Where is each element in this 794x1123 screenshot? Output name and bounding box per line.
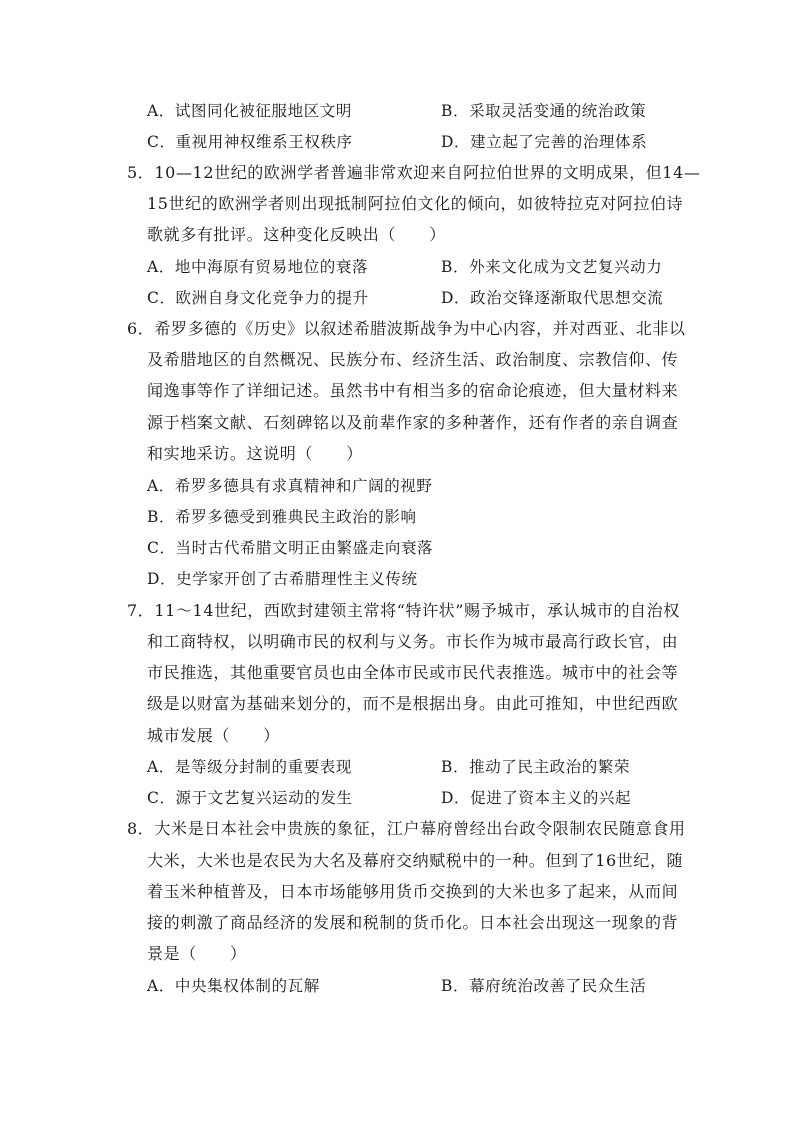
q5-stem-line: 5．10—12世纪的欧洲学者普遍非常欢迎来自阿拉伯世界的文明成果，但14— bbox=[127, 163, 701, 182]
q8-option-b: B．幕府统治改善了民众生活 bbox=[441, 977, 647, 995]
q7-option-c: C．源于文艺复兴运动的发生 bbox=[147, 789, 353, 807]
q8-stem-line: 接的刺激了商品经济的发展和税制的货币化。日本社会出现这一现象的背 bbox=[147, 913, 679, 932]
q-prev-option-a: A．试图同化被征服地区文明 bbox=[147, 102, 352, 120]
q7-stem-line: 7．11～14世纪，西欧封建领主常将“特许状”赐予城市，承认城市的自治权 bbox=[127, 601, 680, 620]
q7-stem-line: 和工商特权，以明确市民的权利与义务。市长作为城市最高行政长官，由 bbox=[147, 632, 679, 651]
q5-stem-line: 歌就多有批评。这种变化反映出（ ） bbox=[147, 225, 446, 244]
q6-stem-line: 闻逸事等作了详细记述。虽然书中有相当多的宿命论痕迹，但大量材料来 bbox=[147, 381, 679, 400]
q6-stem-line: 6．希罗多德的《历史》以叙述希腊波斯战争为中心内容，并对西亚、北非以 bbox=[127, 319, 686, 338]
q-prev-option-b: B．采取灵活变通的统治政策 bbox=[441, 102, 647, 120]
q6-option-d: D．史学家开创了古希腊理性主义传统 bbox=[147, 570, 418, 588]
q6-option-a: A．希罗多德具有求真精神和广阔的视野 bbox=[147, 477, 433, 495]
q8-stem-line: 着玉米种植普及，日本市场能够用货币交换到的大米也多了起来，从而间 bbox=[147, 882, 679, 901]
q7-option-b: B．推动了民主政治的繁荣 bbox=[441, 758, 631, 776]
q8-stem-line: 大米，大米也是农民为大名及幕府交纳赋税中的一种。但到了16世纪，随 bbox=[147, 851, 684, 870]
q8-stem-line: 8．大米是日本社会中贵族的象征，江户幕府曾经出台政令限制农民随意食用 bbox=[127, 819, 686, 838]
q6-stem-line: 及希腊地区的自然概况、民族分布、经济生活、政治制度、宗教信仰、传 bbox=[147, 350, 679, 369]
q7-option-a: A．是等级分封制的重要表现 bbox=[147, 758, 352, 776]
q7-option-d: D．促进了资本主义的兴起 bbox=[441, 789, 632, 807]
q-prev-option-d: D．建立起了完善的治理体系 bbox=[441, 133, 648, 151]
q5-option-b: B．外来文化成为文艺复兴动力 bbox=[441, 258, 663, 276]
q8-option-a: A．中央集权体制的瓦解 bbox=[147, 977, 320, 995]
q5-stem-line: 15世纪的欧洲学者则出现抵制阿拉伯文化的倾向，如彼特拉克对阿拉伯诗 bbox=[147, 194, 684, 213]
q5-option-c: C．欧洲自身文化竞争力的提升 bbox=[147, 289, 369, 307]
q-prev-option-c: C．重视用神权维系王权秩序 bbox=[147, 133, 353, 151]
q7-stem-line: 级是以财富为基础来划分的，而不是根据出身。由此可推知，中世纪西欧 bbox=[147, 694, 679, 713]
q6-option-b: B．希罗多德受到雅典民主政治的影响 bbox=[147, 508, 417, 526]
q8-stem-line: 景是（ ） bbox=[147, 944, 247, 963]
q5-option-a: A．地中海原有贸易地位的衰落 bbox=[147, 258, 369, 276]
q6-stem-line: 和实地采访。这说明（ ） bbox=[147, 444, 363, 463]
q7-stem-line: 市民推选，其他重要官员也由全体市民或市民代表推选。城市中的社会等 bbox=[147, 663, 679, 682]
q5-option-d: D．政治交锋逐渐取代思想交流 bbox=[441, 289, 664, 307]
q7-stem-line: 城市发展（ ） bbox=[147, 726, 280, 745]
q6-stem-line: 源于档案文献、石刻碑铭以及前辈作家的多种著作，还有作者的亲自调查 bbox=[147, 413, 679, 432]
q6-option-c: C．当时古代希腊文明正由繁盛走向衰落 bbox=[147, 539, 434, 557]
